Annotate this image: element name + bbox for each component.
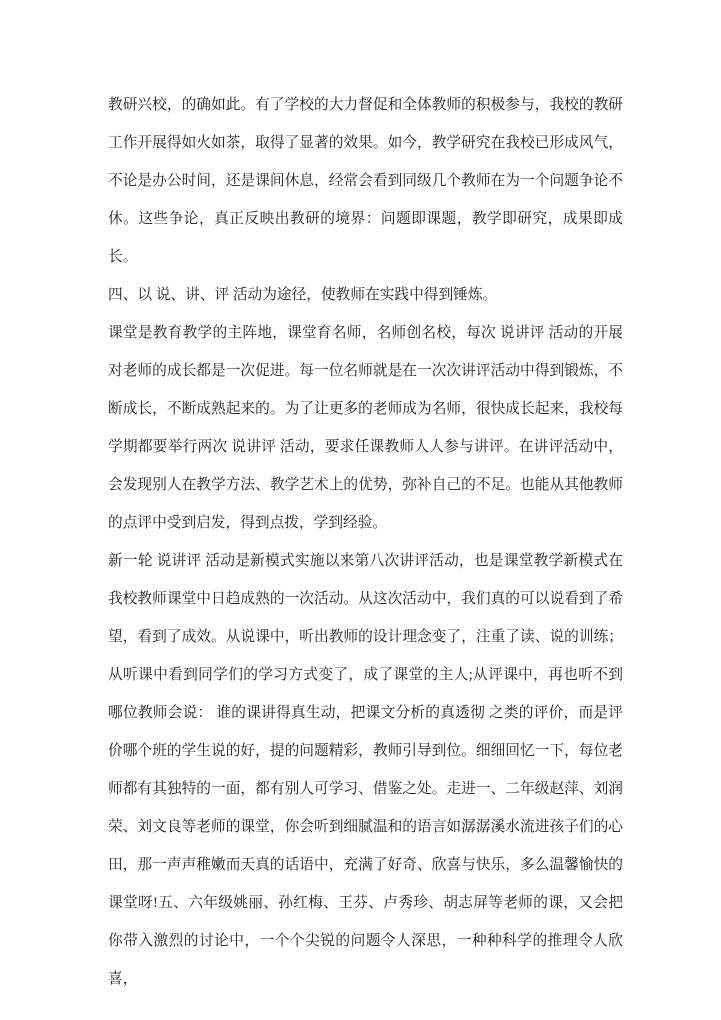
paragraph-new-round-review: 新一轮 说讲评 活动是新模式实施以来第八次讲评活动，也是课堂教学新模式在我校教师课堂中日趋成熟的一次活动。从这次活动中，我们真的可以说看到了希望，看到了成效。从说课中，听出教师的设计理念变了，注重了读、说的训练；从听课中看到同学们的学习方式变了，成了课堂的主人;从评课中，再也听不到哪位教师会说： 谁的课讲得真生动，把课文分析的真透彻 之类的评价，而是评价哪个班的学生说的好，提的问题精彩，教师引导到位。细细回忆一下，每位老师都有其独特的一面，都有别人可学习、借鉴之处。走进一、二年级赵萍、刘润荣、刘文良等老师的课堂，你会听到细腻温和的语言如潺潺溪水流进孩子们的心田，那一声声稚嫩而天真的话语中，充满了好奇、欣喜与快乐，多么温馨愉快的课堂呀!五、六年级姚丽、孙红梅、王芬、卢秀珍、胡志屏等老师的课，又会把你带入激烈的讨论中，一个个尖锐的问题令人深思，一种种科学的推理令人欣喜， [108, 553, 623, 987]
paragraph-teaching-research-conclusion: 教研兴校，的确如此。有了学校的大力督促和全体教师的积极参与，我校的教研工作开展得如火如茶，取得了显著的效果。如今，教学研究在我校已形成风气，不论是办公时间，还是课间休息，经常会看到同级几个教师在为一个问题争论不休。这些争论，真正反映出教研的境界：问题即课题，教学即研究，成果即成长。 [108, 97, 623, 265]
paragraph-section-four-heading: 四、以 说、讲、评 活动为途径，使教师在实践中得到锤炼。 [108, 287, 498, 303]
document-text-block [108, 86, 623, 998]
paragraph-classroom-activities: 课堂是教育教学的主阵地，课堂育名师，名师创名校，每次 说讲评 活动的开展对老师的成长都是一次促进。每一位名师就是在一次次讲评活动中得到锻炼，不断成长，不断成熟起来的。为了让更多的老师成为名师，很快成长起来，我校每学期都要举行两次 说讲评 活动，要求任课教师人人参与讲评。在讲评活动中，会发现别人在教学方法、教学艺术上的优势，弥补自己的不足。也能从其他教师的点评中受到启发，得到点拨，学到经验。 [108, 325, 623, 531]
